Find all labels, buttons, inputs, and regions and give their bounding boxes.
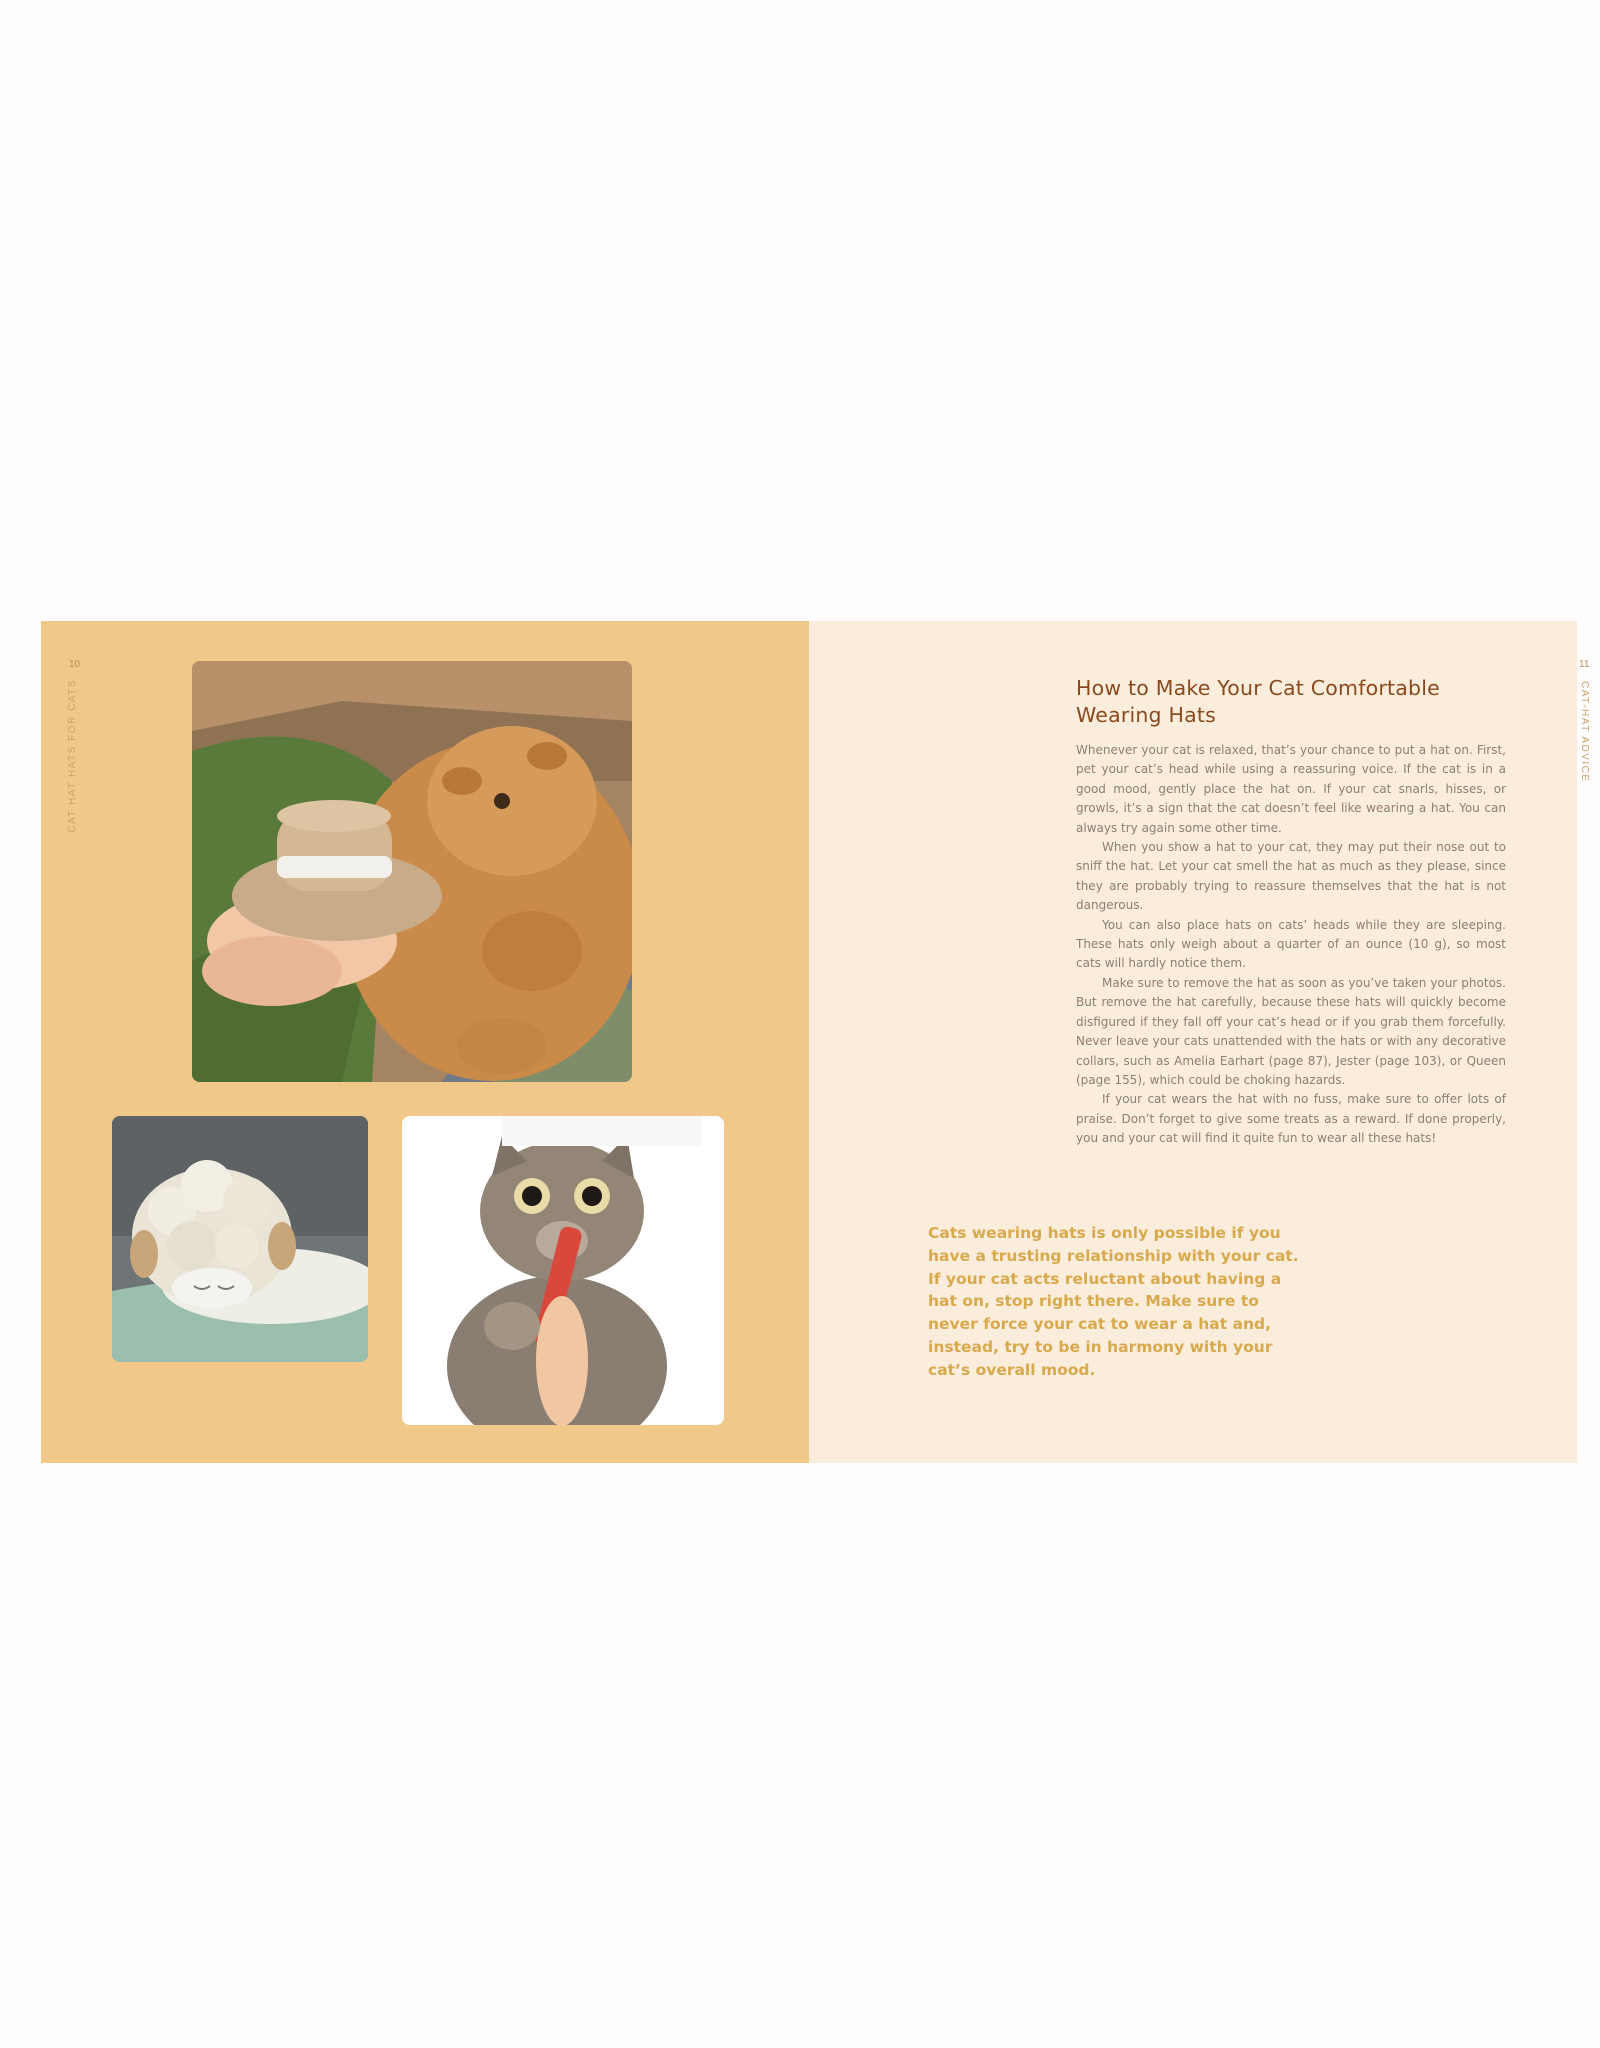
running-head-left: CAT HAT HATS FOR CATS (67, 679, 78, 833)
running-head-right: CAT-HAT ADVICE (1579, 681, 1590, 783)
body-paragraph-5: If your cat wears the hat with no fuss, make sure to offer lots of praise. Don’t forget to give some treats as a reward. If done properly, you and your cat will find it quite fun to wear all these hats! (1076, 1092, 1506, 1146)
article-title: How to Make Your Cat Comfortable Wearing Hats (1076, 676, 1440, 727)
body-paragraph-3: You can also place hats on cats’ heads while they are sleeping. These hats only weigh about a quarter of an ounce (10 g), so most cats will hardly notice them. (1076, 917, 1506, 971)
photo-cat-eating-treat (402, 1116, 724, 1425)
page-number-left: 10 (69, 659, 81, 670)
article-body (1076, 741, 1506, 1149)
page-number-right: 11 (1579, 659, 1590, 670)
photo-sleeping-cat-sheep-hat (112, 1116, 368, 1362)
photo-cat-with-top-hat (192, 661, 632, 1082)
body-paragraph-1: Whenever your cat is relaxed, that’s your chance to put a hat on. First, pet your cat’s head while using a reassuring voice. If the cat is in a good mood, gently place the hat on. If your cat snarls, hisses, or growls, it’s a sign that the cat doesn’t feel like wearing a hat. You can always try again some other time. (1076, 743, 1506, 835)
left-page (41, 621, 809, 1463)
body-paragraph-4: Make sure to remove the hat as soon as you’ve taken your photos. But remove the hat carefully, because these hats will quickly become disfigured if they fall off your cat’s head or if you grab them forcefully. Never leave your cats unattended with the hats or with any decorative collars, such as Amelia Earhart (page 87), Jester (page 103), or Queen (page 155), which could be choking hazards. (1076, 975, 1506, 1087)
pull-quote: Cats wearing hats is only possible if you have a trusting relationship with your cat. If your cat acts reluctant about having a hat on, stop right there. Make sure to never force your cat to wear a hat and, instead, try to be in harmony with your cat’s overall mood. (928, 1224, 1299, 1379)
body-paragraph-2: When you show a hat to your cat, they may put their nose out to sniff the hat. Let your cat smell the hat as much as they please, since they are probably trying to reassure themselves that the hat is not dangerous. (1076, 840, 1506, 913)
